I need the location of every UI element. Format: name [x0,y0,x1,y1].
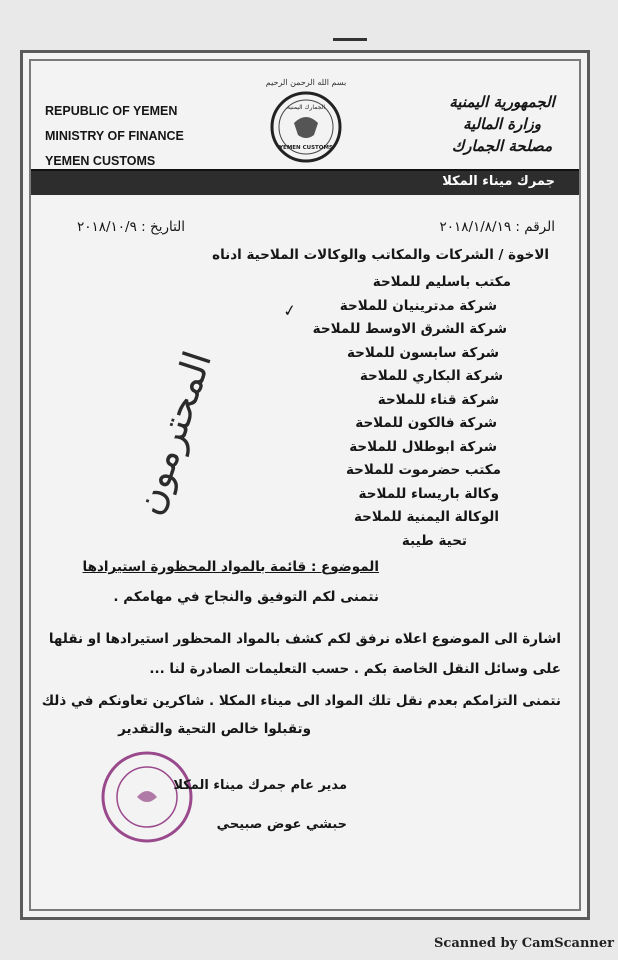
office-band [31,169,579,195]
arabic-line-ministry: وزارة المالية [462,115,542,133]
greeting-line: تحية طيبة [401,532,467,549]
body-request: نتمنى التزامكم بعدم نقل تلك المواد الى ميناء المكلا . شاكرين تعاونكم في ذلك [41,693,561,709]
english-line-republic: REPUBLIC OF YEMEN [45,104,178,118]
letter-border [29,59,581,911]
reference-number: الرقم : ٢٠١٨/١/٨/١٩ [439,219,555,235]
english-line-customs: YEMEN CUSTOMS [45,154,156,168]
emblem-basmala: بسم الله الرحمن الرحيم [265,78,347,87]
list-item: شركة البكاري للملاحة [359,368,503,384]
honorific-handwritten: المحترمون [125,345,221,521]
office-band-label: جمرك ميناء المكلا [442,174,555,189]
scanner-footer: Scanned by CamScanner [434,936,614,951]
eagle-icon [294,117,318,138]
list-item: شركة سابسون للملاحة [346,344,499,361]
seal-eagle-icon [137,791,157,802]
check-mark-icon: ✓ [281,300,298,321]
body-greeting: نتمنى لكم التوفيق والنجاح في مهامكم . [113,589,379,605]
emblem-ring-text: YEMEN CUSTOMS [279,145,333,151]
english-line-ministry: MINISTRY OF FINANCE [45,129,184,143]
list-item: شركة مدترينيان للملاحة [339,297,497,314]
arabic-line-customs: مصلحة الجمارك [451,137,553,155]
reference-date: التاريخ : ٢٠١٨/١٠/٩ [77,219,186,235]
signature-title: مدير عام جمرك ميناء المكلا [173,778,347,793]
addressee: الاخوة / الشركات والمكاتب والوكالات الملاحية ادناه [212,247,549,263]
body-closing: وتقبلوا خالص التحية والتقدير [118,721,311,737]
official-seal [97,747,197,847]
arabic-letterhead [437,91,567,157]
list-item: الوكالة اليمنية للملاحة [354,509,499,525]
body-paragraph: اشارة الى الموضوع اعلاه نرفق لكم كشف بالمواد المحظور استيرادها او نقلها على وسائل النقل الخاصة بكم . حسب التعليمات الصادرة لنا ... [48,631,561,677]
list-item: وكالة باريساء للملاحة [358,485,499,502]
list-item: مكتب حضرموت للملاحة [345,462,501,478]
customs-emblem [264,71,348,171]
list-item: شركة الشرق الاوسط للملاحة [312,321,507,337]
list-item: مكتب باسليم للملاحة [372,274,511,290]
signature-name: حبشي عوض صبيحي [216,817,347,832]
list-item: شركة ابوطلال للملاحة [349,438,497,455]
english-letterhead [45,99,184,174]
arabic-line-republic: الجمهورية اليمنية [449,93,555,111]
top-dash [333,38,367,41]
company-list [279,271,579,553]
letter-sheet [20,50,590,920]
subject-line: الموضوع : قائمة بالمواد المحظورة استيرادها [82,559,379,575]
list-item: شركة فالكون للملاحة [355,415,497,431]
list-item: شركة قناء للملاحة [377,391,499,408]
emblem-inner-text: الجمارك اليمنية [286,104,326,111]
